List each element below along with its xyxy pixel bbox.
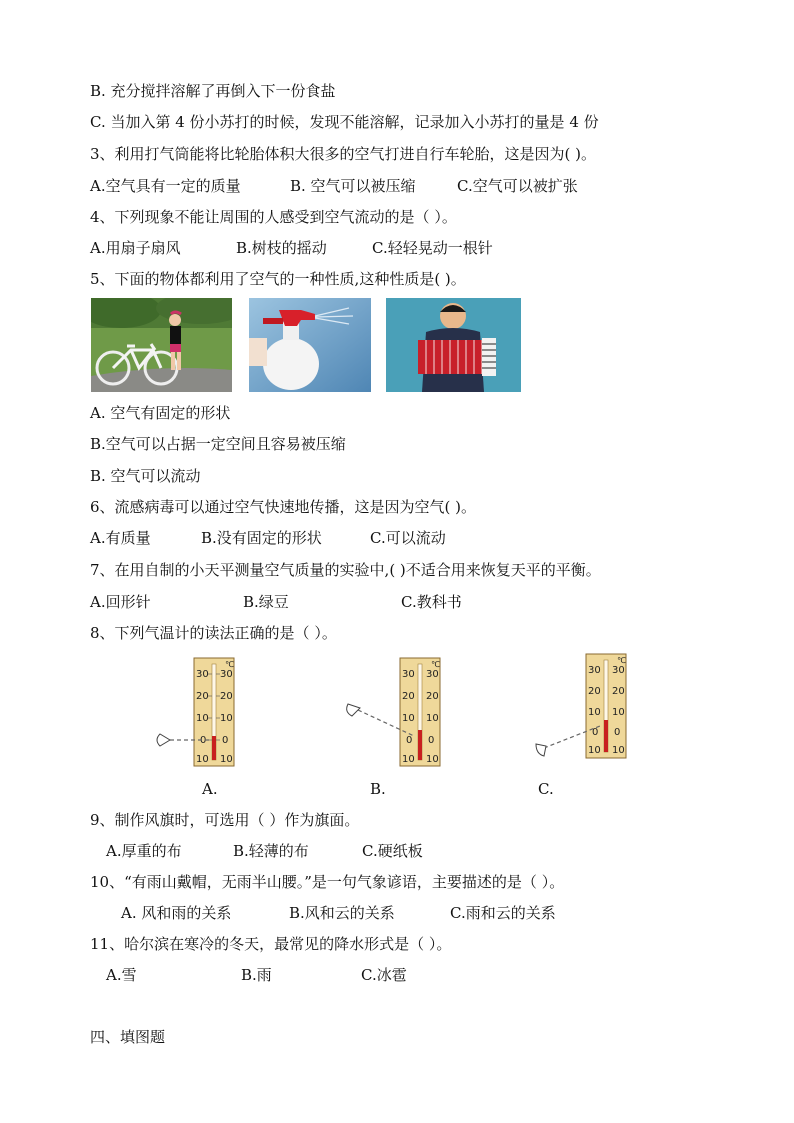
q4-option-c[interactable]: C.轻轻晃动一根针 <box>372 239 493 257</box>
question-7: 7、在用自制的小天平测量空气质量的实验中,( )不适合用来恢复天平的平衡。 <box>90 561 601 579</box>
tick-label: 30 <box>402 669 415 680</box>
question-3: 3、利用打气筒能将比轮胎体积大很多的空气打进自行车轮胎，这是因为( )。 <box>90 145 597 163</box>
bicycle-photo <box>91 298 232 392</box>
tick-label: 20 <box>220 691 233 702</box>
tick-label: 20 <box>588 686 601 697</box>
q4-option-a[interactable]: A.用扇子扇风 <box>90 239 181 257</box>
thermometer-c <box>530 652 640 768</box>
option-line-b: B. 充分搅拌溶解了再倒入下一份食盐 <box>90 82 336 100</box>
tick-label: 30 <box>612 665 625 676</box>
q7-option-c[interactable]: C.教科书 <box>401 593 462 611</box>
tick-label: 10 <box>402 713 415 724</box>
q9-option-b[interactable]: B.轻薄的布 <box>233 842 309 860</box>
tick-label: 30 <box>220 669 233 680</box>
unit-label: ℃ <box>617 656 626 665</box>
tick-label: 0 <box>592 727 599 738</box>
tick-label: 10 <box>612 745 625 756</box>
tick-label: 10 <box>220 713 233 724</box>
q3-option-b[interactable]: B. 空气可以被压缩 <box>290 177 416 195</box>
section-heading: 四、填图题 <box>90 1028 166 1046</box>
q10-option-b[interactable]: B.风和云的关系 <box>289 904 395 922</box>
tick-label: 10 <box>588 707 601 718</box>
tick-label: 30 <box>588 665 601 676</box>
tick-label: 10 <box>588 745 601 756</box>
thermometer-a <box>150 656 245 772</box>
q10-option-c[interactable]: C.雨和云的关系 <box>450 904 556 922</box>
q11-option-b[interactable]: B.雨 <box>241 966 272 984</box>
tick-label: 30 <box>426 669 439 680</box>
q3-option-a[interactable]: A.空气具有一定的质量 <box>90 177 241 195</box>
question-4: 4、下列现象不能让周围的人感受到空气流动的是（ ）。 <box>90 208 457 226</box>
unit-label: ℃ <box>431 660 440 669</box>
q6-option-c[interactable]: C.可以流动 <box>370 529 446 547</box>
tick-label: 20 <box>196 691 209 702</box>
question-11: 11、哈尔滨在寒冷的冬天，最常见的降水形式是（ ）。 <box>90 935 452 953</box>
tick-label: 0 <box>614 727 621 738</box>
tick-label: 20 <box>612 686 625 697</box>
tick-label: 0 <box>222 735 229 746</box>
unit-label: ℃ <box>225 660 234 669</box>
q5-option-a[interactable]: A. 空气有固定的形状 <box>90 404 231 422</box>
q9-option-a[interactable]: A.厚重的布 <box>106 842 182 860</box>
tick-label: 10 <box>426 713 439 724</box>
question-6: 6、流感病毒可以通过空气快速地传播，这是因为空气( )。 <box>90 498 477 516</box>
spray-bottle-photo <box>249 298 371 392</box>
accordion-photo <box>386 298 521 392</box>
question-5: 5、下面的物体都利用了空气的一种性质,这种性质是( )。 <box>90 270 466 288</box>
q9-option-c[interactable]: C.硬纸板 <box>362 842 423 860</box>
q5-option-b[interactable]: B.空气可以占据一定空间且容易被压缩 <box>90 435 346 453</box>
question-10: 10、“有雨山戴帽，无雨半山腰。”是一句气象谚语，主要描述的是（ ）。 <box>90 873 565 891</box>
tick-label: 10 <box>402 754 415 765</box>
q10-option-a[interactable]: A. 风和雨的关系 <box>121 904 232 922</box>
tick-label: 0 <box>200 735 207 746</box>
q7-option-a[interactable]: A.回形针 <box>90 593 151 611</box>
question-8: 8、下列气温计的读法正确的是（ ）。 <box>90 624 337 642</box>
question-9: 9、制作风旗时，可选用（ ）作为旗面。 <box>90 811 360 829</box>
tick-label: 30 <box>196 669 209 680</box>
q3-option-c[interactable]: C.空气可以被扩张 <box>457 177 578 195</box>
q8-option-c[interactable]: C. <box>538 780 554 798</box>
tick-label: 0 <box>406 735 413 746</box>
option-line-c: C. 当加入第 4 份小苏打的时候，发现不能溶解，记录加入小苏打的量是 4 份 <box>90 113 599 131</box>
tick-label: 10 <box>196 754 209 765</box>
tick-label: 10 <box>220 754 233 765</box>
tick-label: 10 <box>196 713 209 724</box>
thermometer-b <box>340 656 450 772</box>
q5-option-c[interactable]: B. 空气可以流动 <box>90 467 201 485</box>
q8-option-a[interactable]: A. <box>202 780 218 798</box>
q11-option-c[interactable]: C.冰雹 <box>361 966 407 984</box>
tick-label: 10 <box>612 707 625 718</box>
tick-label: 20 <box>426 691 439 702</box>
tick-label: 0 <box>428 735 435 746</box>
q6-option-b[interactable]: B.没有固定的形状 <box>201 529 322 547</box>
q4-option-b[interactable]: B.树枝的摇动 <box>236 239 327 257</box>
q6-option-a[interactable]: A.有质量 <box>90 529 151 547</box>
tick-label: 10 <box>426 754 439 765</box>
q8-option-b[interactable]: B. <box>370 780 386 798</box>
q7-option-b[interactable]: B.绿豆 <box>243 593 289 611</box>
tick-label: 20 <box>402 691 415 702</box>
q11-option-a[interactable]: A.雪 <box>106 966 137 984</box>
